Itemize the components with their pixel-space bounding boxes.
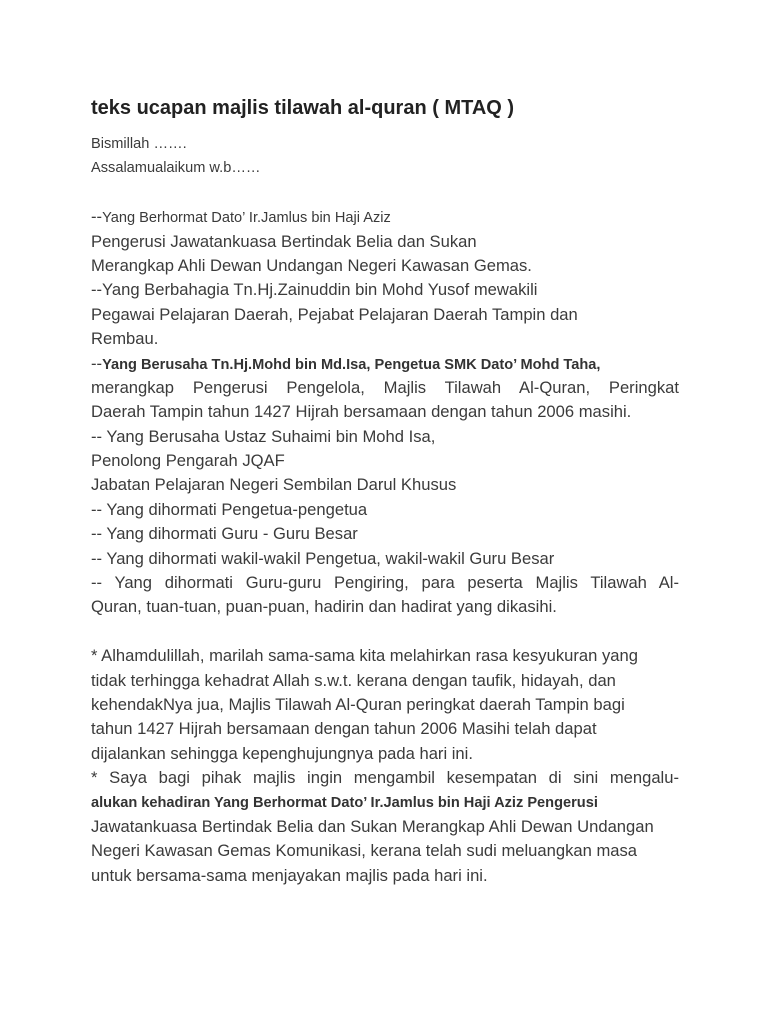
text-line: --Yang Berbahagia Tn.Hj.Zainuddin bin Mohd Yusof mewakili <box>91 280 538 300</box>
dash-prefix: -- <box>91 207 103 227</box>
text-line: alukan kehadiran Yang Berhormat Dato’ Ir.Jamlus bin Haji Aziz Pengerusi <box>91 794 598 811</box>
text-line: Penolong Pengarah JQAF <box>91 451 285 471</box>
text-line: -- Yang dihormati Guru - Guru Besar <box>91 524 358 544</box>
text-line <box>91 205 679 229</box>
text-line: dijalankan sehingga kepenghujungnya pada hari ini. <box>91 743 473 763</box>
text-line: -- Yang Berusaha Ustaz Suhaimi bin Mohd Isa, <box>91 426 436 446</box>
text-line: untuk bersama-sama menjayakan majlis pada hari ini. <box>91 865 488 885</box>
text-line: Negeri Kawasan Gemas Komunikasi, kerana telah sudi meluangkan masa <box>91 841 638 861</box>
blank-line <box>91 620 679 644</box>
blank-line <box>91 181 679 205</box>
text-line: Merangkap Ahli Dewan Undangan Negeri Kawasan Gemas. <box>91 255 532 275</box>
dash-prefix: -- <box>91 353 103 373</box>
speech-body <box>91 132 679 888</box>
text-line: Assalamualaikum w.b…… <box>91 160 261 177</box>
text-line: Bismillah ……. <box>91 136 187 152</box>
text-line: tidak terhingga kehadrat Allah s.w.t. kerana dengan taufik, hidayah, dan <box>91 670 616 690</box>
honoree-name: Yang Berusaha Tn.Hj.Mohd bin Md.Isa, Pengetua SMK Dato’ Mohd Taha, <box>102 356 601 373</box>
text-line: Pegawai Pelajaran Daerah, Pejabat Pelajaran Daerah Tampin dan <box>91 304 578 324</box>
text-line: Jabatan Pelajaran Negeri Sembilan Darul Khusus <box>91 475 457 495</box>
honoree-name: Yang Berhormat Dato’ Ir.Jamlus bin Haji Aziz <box>102 210 391 227</box>
text-line: -- Yang dihormati wakil-wakil Pengetua, wakil-wakil Guru Besar <box>91 548 555 568</box>
text-line: Pengerusi Jawatankuasa Bertindak Belia dan Sukan <box>91 231 477 251</box>
text-line: Jawatankuasa Bertindak Belia dan Sukan Merangkap Ahli Dewan Undangan <box>91 816 654 836</box>
text-line: Daerah Tampin tahun 1427 Hijrah bersamaan dengan tahun 2006 masihi. <box>91 402 632 422</box>
text-line: kehendakNya jua, Majlis Tilawah Al-Quran peringkat daerah Tampin bagi <box>91 694 625 714</box>
text-line: * Alhamdulillah, marilah sama-sama kita melahirkan rasa kesyukuran yang <box>91 646 638 666</box>
text-line: * Saya bagi pihak majlis ingin mengambil kesempatan di sini mengalu- <box>91 768 679 788</box>
document-title: teks ucapan majlis tilawah al-quran ( MTAQ ) <box>91 97 515 119</box>
text-line: merangkap Pengerusi Pengelola, Majlis Tilawah Al-Quran, Peringkat <box>91 377 679 397</box>
text-line: -- Yang dihormati Guru-guru Pengiring, para peserta Majlis Tilawah Al- <box>91 573 679 593</box>
text-line: Quran, tuan-tuan, puan-puan, hadirin dan hadirat yang dikasihi. <box>91 597 557 617</box>
text-line: tahun 1427 Hijrah bersamaan dengan tahun 2006 Masihi telah dapat <box>91 719 597 739</box>
text-line <box>91 352 679 376</box>
text-line: Rembau. <box>91 329 159 349</box>
text-line: -- Yang dihormati Pengetua-pengetua <box>91 499 368 519</box>
